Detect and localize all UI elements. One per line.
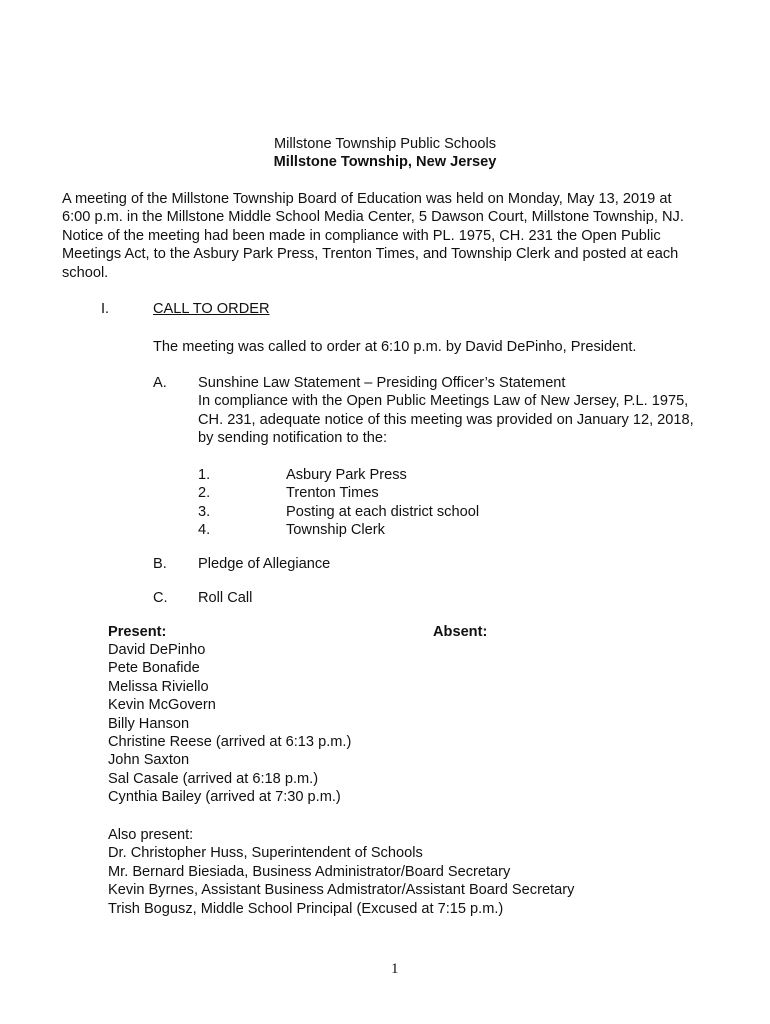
present-member: Sal Casale (arrived at 6:18 p.m.) xyxy=(108,770,319,787)
also-present-label: Also present: xyxy=(108,827,194,843)
present-member: Cynthia Bailey (arrived at 7:30 p.m.) xyxy=(108,789,341,806)
absent-label: Absent: xyxy=(433,624,488,640)
present-members-list xyxy=(108,641,351,807)
statement-line: by sending notification to the: xyxy=(198,430,388,447)
present-member: Melissa Riviello xyxy=(108,678,209,695)
district-location: Millstone Township, New Jersey xyxy=(273,154,497,170)
recipient-number: 4. xyxy=(198,522,211,538)
meeting-intro-paragraph xyxy=(62,190,722,282)
present-member: David DePinho xyxy=(108,642,206,658)
statement-line: CH. 231, adequate notice of this meeting was provided on January 12, 2018, xyxy=(198,411,694,428)
present-label: Present: xyxy=(108,624,167,640)
present-member: Billy Hanson xyxy=(108,715,190,732)
recipient-number: 1. xyxy=(198,467,211,483)
present-member: John Saxton xyxy=(108,752,190,769)
school-district-name: Millstone Township Public Schools xyxy=(274,136,496,152)
intro-line: school. xyxy=(62,264,109,281)
intro-line: Notice of the meeting had been made in compliance with PL. 1975, CH. 231 the Open Public xyxy=(62,227,661,244)
pledge-of-allegiance: Pledge of Allegiance xyxy=(198,556,331,572)
recipient-name: Township Clerk xyxy=(286,522,385,538)
section-heading: CALL TO ORDER xyxy=(153,301,270,317)
page-number: 1 xyxy=(391,961,399,977)
item-c-letter: C. xyxy=(153,590,168,606)
sunshine-law-statement xyxy=(198,374,694,448)
statement-title: Sunshine Law Statement – Presiding Officer’s Statement xyxy=(198,375,566,391)
statement-line: In compliance with the Open Public Meetings Law of New Jersey, P.L. 1975, xyxy=(198,393,689,410)
intro-line: A meeting of the Millstone Township Board of Education was held on Monday, May 13, 2019 at xyxy=(62,191,672,207)
also-present-list xyxy=(108,826,574,918)
also-present-person: Trish Bogusz, Middle School Principal (Excused at 7:15 p.m.) xyxy=(108,900,504,917)
also-present-person: Mr. Bernard Biesiada, Business Administrator/Board Secretary xyxy=(108,863,511,880)
recipient-name: Posting at each district school xyxy=(286,504,480,520)
present-member: Kevin McGovern xyxy=(108,697,216,714)
call-to-order-statement: The meeting was called to order at 6:10 p.m. by David DePinho, President. xyxy=(153,339,637,355)
present-member: Pete Bonafide xyxy=(108,660,200,677)
recipient-number: 2. xyxy=(198,485,211,501)
intro-line: Meetings Act, to the Asbury Park Press, Trenton Times, and Township Clerk and posted at each xyxy=(62,246,679,263)
intro-line: 6:00 p.m. in the Millstone Middle School Media Center, 5 Dawson Court, Millstone Township, NJ. xyxy=(62,209,684,226)
also-present-person: Dr. Christopher Huss, Superintendent of Schools xyxy=(108,845,423,862)
recipient-number: 3. xyxy=(198,504,211,520)
roll-call-heading: Roll Call xyxy=(198,590,253,606)
also-present-person: Kevin Byrnes, Assistant Business Admistrator/Assistant Board Secretary xyxy=(108,882,575,899)
present-member: Christine Reese (arrived at 6:13 p.m.) xyxy=(108,734,352,751)
recipient-name: Trenton Times xyxy=(286,485,379,501)
recipient-name: Asbury Park Press xyxy=(286,467,407,483)
item-b-letter: B. xyxy=(153,556,167,572)
item-a-letter: A. xyxy=(153,375,167,391)
section-numeral: I. xyxy=(101,301,110,317)
